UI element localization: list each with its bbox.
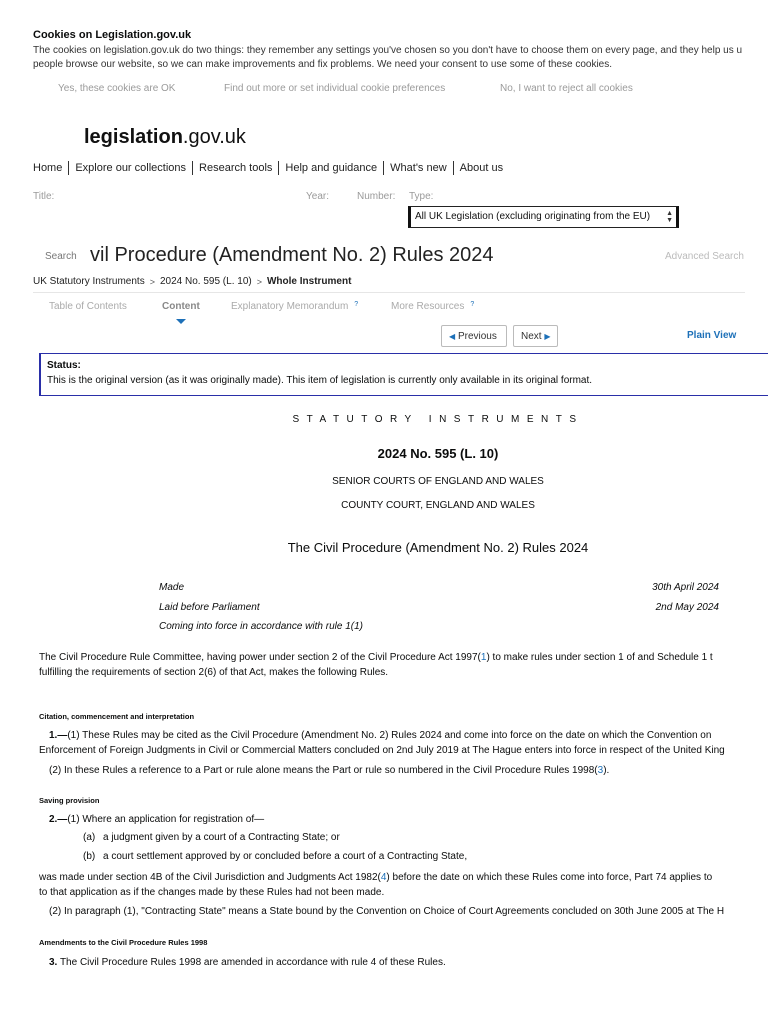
subject-heading-1: SENIOR COURTS OF ENGLAND AND WALES [332, 476, 544, 487]
tab-table-of-contents[interactable]: Table of Contents [49, 301, 127, 312]
cookie-banner-title: Cookies on Legislation.gov.uk [33, 29, 192, 41]
si-number: 2024 No. 595 (L. 10) [377, 446, 499, 461]
rule-text: The Civil Procedure Rules 1998 are amended in accordance with rule 4 of these Rules. [59, 957, 446, 968]
title-field-label: Title: [33, 191, 55, 202]
coming-into-force-label: Coming into force in accordance with rule 1(1) [159, 621, 363, 632]
site-logo[interactable] [84, 126, 246, 149]
breadcrumb-item-current: Whole Instrument [266, 276, 352, 287]
previous-label: Previous [457, 331, 497, 342]
footnote-link[interactable]: 3 [597, 765, 604, 776]
made-date: 30th April 2024 [652, 582, 719, 593]
rule-2-continuation [39, 870, 768, 900]
rule-number: 1.— [49, 730, 68, 741]
footnote-link[interactable]: 1 [480, 652, 487, 663]
nav-research-tools[interactable]: Research tools [192, 161, 278, 175]
rule-text: ). [603, 765, 610, 776]
rule-1-para-1 [49, 728, 768, 743]
nav-whats-new[interactable]: What's new [383, 161, 453, 175]
rule-text: (2) In these Rules a reference to a Part or rule alone means the Part or rule so numbered in the Civil Procedure Rules 1998( [49, 765, 598, 776]
footnote-link[interactable]: 4 [380, 872, 387, 883]
section-heading: Saving provision [39, 796, 100, 805]
previous-button[interactable] [441, 325, 507, 347]
help-icon[interactable]: ? [470, 301, 475, 308]
help-icon[interactable]: ? [354, 301, 359, 308]
tab-more-resources[interactable] [391, 301, 474, 312]
rule-2-continuation-line-2: to that application as if the changes made by these Rules had not been made. [39, 887, 385, 898]
next-button[interactable] [513, 325, 558, 347]
list-item: a court settlement approved by or concluded before a court of a Contracting State, [103, 851, 468, 862]
preamble-line-2: fulfilling the requirements of section 2(6) of that Act, makes the following Rules. [39, 667, 389, 678]
section-heading: Citation, commencement and interpretation [39, 712, 195, 721]
tab-explanatory-memorandum[interactable] [231, 301, 358, 312]
rule-text: (1) These Rules may be cited as the Civil Procedure (Amendment No. 2) Rules 2024 and come into force on the date on which the Convention on [67, 730, 712, 741]
preamble [39, 650, 768, 680]
list-item-label: (a) [83, 832, 96, 843]
cookie-banner-text [33, 44, 768, 72]
rule-1-para-2 [49, 763, 768, 778]
tab-content[interactable]: Content [162, 301, 200, 312]
rule-2-continuation-line-1 [39, 870, 768, 885]
laid-label: Laid before Parliament [159, 602, 260, 613]
preamble-line-1 [39, 650, 768, 665]
cookie-preferences-link[interactable]: Find out more or set individual cookie preferences [224, 83, 446, 94]
nav-about-us[interactable]: About us [453, 161, 509, 175]
rule-text: ) before the date on which these Rules come into force, Part 74 applies to [386, 872, 713, 883]
tab-explanatory-memorandum-label: Explanatory Memorandum [231, 301, 349, 312]
cookie-text-line-2: people browse our website, so we can make improvements and fix problems. We need your consent to use some of these cookies. [33, 59, 613, 70]
nav-home[interactable]: Home [33, 162, 63, 174]
advanced-search-link[interactable]: Advanced Search [665, 251, 744, 262]
type-select[interactable] [408, 206, 679, 228]
si-heading: STATUTORY INSTRUMENTS [292, 414, 584, 425]
logo-domain: .gov.uk [182, 126, 246, 148]
rule-number: 2.— [49, 814, 68, 825]
list-item-label: (b) [83, 851, 96, 862]
rule-number: 3. [49, 957, 58, 968]
triangle-left-icon: ◀ [449, 332, 456, 341]
preamble-text: The Civil Procedure Rule Committee, having power under section 2 of the Civil Procedure Act 1997( [39, 652, 481, 663]
number-field-label: Number: [357, 191, 396, 202]
search-button[interactable]: Search [45, 251, 77, 262]
plain-view-link[interactable]: Plain View [687, 330, 737, 341]
triangle-right-icon: ▶ [544, 332, 551, 341]
active-tab-caret-icon [176, 319, 186, 324]
rule-2-para-1 [49, 812, 768, 827]
laid-date: 2nd May 2024 [655, 602, 719, 613]
year-field-label: Year: [306, 191, 329, 202]
rule-1-line-1 [49, 728, 768, 743]
next-label: Next [521, 331, 542, 342]
list-item: a judgment given by a court of a Contracting State; or [103, 832, 340, 843]
rule-2-para-2: (2) In paragraph (1), "Contracting State" means a State bound by the Convention on Choice of Court Agreements concluded on 30th June 2005 at The H [49, 906, 725, 917]
document-title: The Civil Procedure (Amendment No. 2) Rules 2024 [287, 540, 589, 555]
select-arrows-icon: ▲ ▼ [666, 210, 673, 224]
nav-help-guidance[interactable]: Help and guidance [278, 161, 383, 175]
tab-more-resources-label: More Resources [391, 301, 465, 312]
breadcrumb-item-collection[interactable]: UK Statutory Instruments [33, 276, 145, 287]
type-field-label: Type: [409, 191, 434, 202]
logo-bold: legislation [84, 126, 183, 148]
accept-cookies-button[interactable]: Yes, these cookies are OK [58, 83, 176, 94]
rule-1-line-2: Enforcement of Foreign Judgments in Civil or Commercial Matters concluded on 2nd July 2019 at The Hague enters into force in respect of the United King [39, 745, 725, 756]
tabs-bar [33, 292, 745, 323]
chevron-right-icon: > [256, 276, 262, 287]
status-title: Status: [47, 360, 81, 371]
type-select-value: All UK Legislation (excluding originating from the EU) [415, 211, 651, 222]
subject-heading-2: COUNTY COURT, ENGLAND AND WALES [341, 500, 535, 511]
chevron-right-icon: > [149, 276, 155, 287]
cookie-text-line-1: The cookies on legislation.gov.uk do two things: they remember any settings you've chosen so you don't have to choose them on every page, and they help us u [33, 45, 743, 56]
rule-text: (1) Where an application for registration of— [67, 814, 265, 825]
breadcrumb-item-number[interactable]: 2024 No. 595 (L. 10) [159, 276, 252, 287]
page-title: vil Procedure (Amendment No. 2) Rules 2024 [90, 244, 494, 266]
nav-explore-collections[interactable]: Explore our collections [68, 161, 192, 175]
status-text: This is the original version (as it was originally made). This item of legislation is currently only available in its original format. [47, 375, 593, 386]
rule-3 [49, 955, 768, 970]
reject-cookies-button[interactable]: No, I want to reject all cookies [500, 83, 633, 94]
main-navigation [33, 161, 509, 175]
breadcrumb [33, 276, 351, 287]
preamble-text: ) to make rules under section 1 of and Schedule 1 t [486, 652, 713, 663]
section-heading: Amendments to the Civil Procedure Rules 1998 [39, 938, 208, 947]
made-label: Made [159, 582, 185, 593]
rule-text: was made under section 4B of the Civil Jurisdiction and Judgments Act 1982( [39, 872, 381, 883]
